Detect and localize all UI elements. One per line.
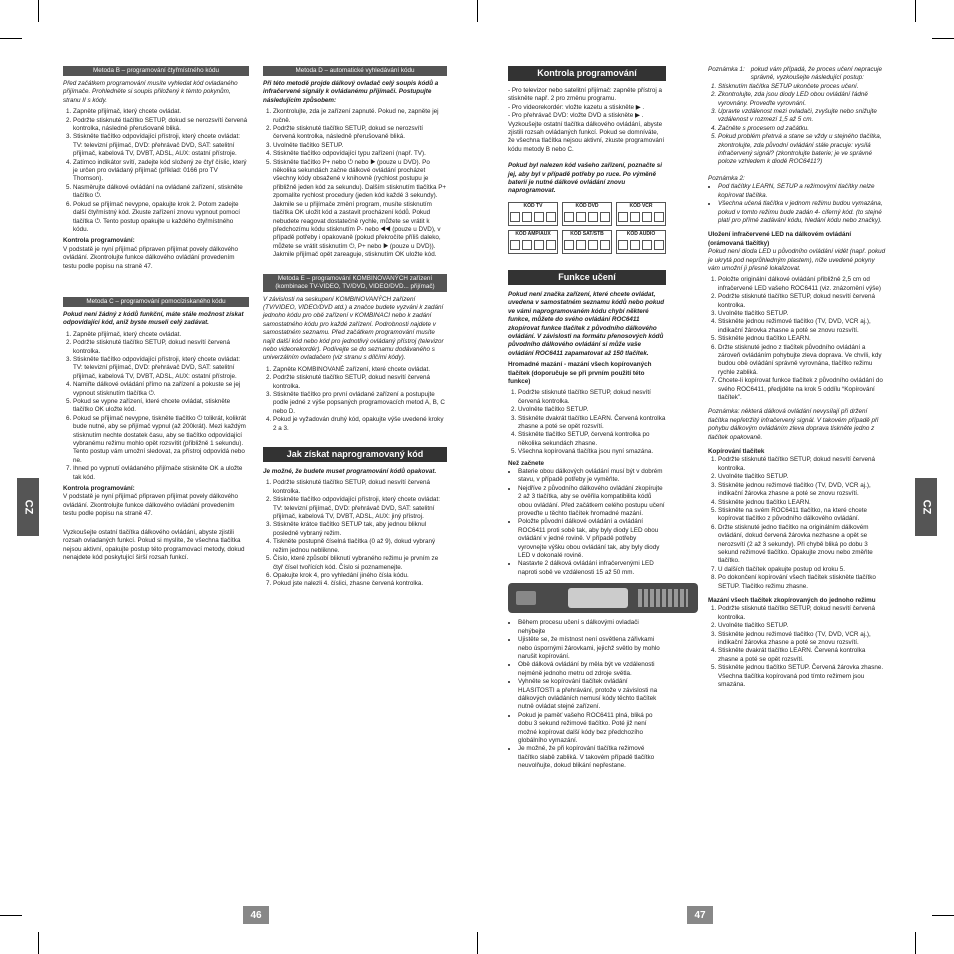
section-header-method-d: Metoda D – automatické vyhledávání kódu: [263, 66, 447, 76]
intro-get-code: Je možné, že budete muset programování kódů opakovat.: [263, 468, 437, 476]
list-item: 2. Uvolněte tlačítko SETUP.: [718, 622, 886, 630]
list-item: 1. Položte originální dálkové ovládání přibližně 2,5 cm od infračervené LED vašeho ROC6411 (viz. znázornění výše): [718, 276, 886, 293]
crop-mark: [915, 932, 916, 954]
digit-box: [600, 240, 610, 250]
note1-steps: [708, 83, 886, 167]
digit-box: [564, 212, 574, 222]
steps-method-c: [63, 331, 249, 482]
list-item: 3. Uvolněte tlačítko SETUP.: [273, 142, 447, 150]
crop-mark: [932, 915, 954, 916]
intro-method-b: Před začátkem programování musíte vyhledat kód ovladaného přijímače. Prohledněte si soupis přiložený k tėmto pokynům, stranu II s kódy.: [63, 80, 238, 104]
steps-method-e: [263, 366, 447, 433]
digit-box: [654, 240, 664, 250]
column-4: [708, 66, 886, 692]
list-item: 6. Držte stisknuté jedno tlačítko na originálním dálkovém ovládání, dokud červená žárovka nezhasne a opět se nerozsvítí (2 až 3 sekundy). Při chybě bliká po dobu 3 sekund režimové tlačítko. Opakujte znovu nebo změňte tlačítko.: [718, 524, 886, 566]
mass-delete-steps: [508, 389, 666, 456]
code-box-label: KÓD AUDIO: [626, 230, 656, 237]
note-title: Kontrola programování:: [63, 485, 135, 493]
list-item: 3. Upravte vzdálenost mezi ovladači, zvyšujte nebo snižujte vzdálenost v rozmezí 1,5 až 5 cm.: [718, 108, 886, 125]
list-item: 5. Pokud problém přetrvá a stane se vždy u stejného tlačítka, zkontrolujte, zda původní ovládání stále pracuje: vysílá infračervený signál? (zkontrolujte baterie; je ve správné poloze vzhledem k diodě ROC6411?): [718, 133, 886, 167]
list-item: 3. Stiskněte dvakrát tlačítko LEARN. Červená kontrolka zhasne a poté se opět rozsvítí.: [518, 415, 666, 432]
list-item: • Je možné, že při kopírování tlačítka režimové tlačítko slabě zabliká. V takovém případě tlačítko neuvolňujte, dokud blikání nepřestane.: [518, 745, 666, 770]
digit-box: [642, 212, 652, 222]
list-item: 4. Stiskněte dvakrát tlačítko LEARN. Červená kontrolka zhasne a poté se opět rozsvítí.: [718, 647, 886, 664]
list-item: 5. Stiskněte tlačítko P+ nebo ⏻ nebo ▶ (pouze u DVD). Po několika sekundách začne dálkové ovládání procházet všechny kódy obsažené v knihovně (rychlost postupu je přibližně jeden kód za sekundu). Dalším stisknutím tlačítka P+ zpomalíte rychlost procedury (jeden kód každé 3 sekundy). Jakmile se u přijímače změní program, musíte stisknutím tlačítka OK uložit kód a zastavit procházení kódů. Pokud nebudete reagovat dostatečně rychle, můžete se vrátit k předchozímu kódu stisknutím P- nebo ◀◀ (pouze u DVD), v případě potřeby i opakovaně (pokud překročíte příliš daleko, můžete se vrátit stisknutím ⏻, P+ nebo ▶ (pouze u DVD)). Jakmile přijímač opět zareaguje, stisknutím OK uložte kód.: [273, 159, 447, 260]
digit-box: [600, 212, 610, 222]
list-item: 6. Opakujte krok 4, pro vyhledání jiného čísla kódu.: [273, 572, 447, 580]
crop-mark: [38, 0, 39, 22]
language-tab-right: CZ: [915, 478, 937, 536]
list-item: • Vyhněte se kopírování tlačítek ovládání HLASITOSTI a přehrávání, protože v závislosti na dálkových ovládáních nemusí kódy těchto tlačítek nutně ovládat stejné zařízení.: [518, 678, 666, 712]
list-item: 5. Stiskněte jednou tlačítko SETUP. Červená žárovka zhasne. Všechna tlačítka kopírovaná pod tímto režimem jsou smazána.: [718, 664, 886, 689]
list-item: 2. Podržte stisknuté tlačítko SETUP, dokud se nerozsvítí červená kontrolka, následně přerušovaně bliká.: [273, 125, 447, 142]
list-item: 3. Stiskněte tlačítko odpovídající přístroji, který chcete ovládat: TV: televizní přijímač, DVD: přehrávač DVD, SAT: satelitní přijímač, kabelová TV, DVBT, ADSL, AUX: ostatní přístroje.: [73, 356, 249, 381]
list-item: • Pokud je paměť vašeho ROC6411 plná, bliká po dobu 3 sekund režimové tlačítko. Poté již není možné kopírovat další kódy bez předchozího globálního vymazání.: [518, 712, 666, 746]
section-header-method-c: Metoda C – programování pomocíziskaného kódu: [63, 297, 249, 307]
code-box: [616, 230, 666, 254]
code-boxes: [508, 202, 666, 254]
list-item: • Položte původní dálkové ovládání a ovládání ROC6411 proti sobě tak, aby byly diody LED obou ovládání v jedné rovině. V případě potřeby vyrovnejte výšku obou ovládání tak, aby byly diody LED v dokonalé rovině.: [518, 518, 666, 560]
list-item: 1. Zapněte přijímač, který chcete ovládat.: [73, 331, 249, 339]
text-line: - Pro videorekordér: vložte kazetu a stiskněte ▶ .: [508, 103, 645, 111]
digit-box: [630, 240, 640, 250]
led-title: Uložení infračervené LED na dálkovém ovládání (orámovaná tlačítky): [708, 231, 852, 247]
section-header-learning: Funkce učení: [508, 270, 666, 285]
note-text: V podstatě je nyní přijímač připraven přijímat povely dálkového ovládání. Zkontrolujte funkce dálkového ovládání provedením testu podle popisu na straně 47.: [63, 245, 239, 270]
list-item: 5. Stiskněte jednou tlačítko LEARN.: [718, 335, 886, 343]
note-title: Kontrola programování:: [63, 237, 135, 245]
steps-method-b: [63, 108, 249, 234]
column-1: [63, 66, 249, 565]
crop-mark: [477, 0, 478, 22]
remote-illustration: [508, 583, 698, 613]
list-item: • Všechna učená tlačítka v jednom režimu budou vymazána, pokud v tomto režimu bude zadán 4- ciferný kód. (to stejné platí pro přímé zadávání kódu, hledání kódu nebo značky).: [718, 200, 886, 225]
list-item: • Nejdříve z původního dálkového ovládání zkopírujte 2 až 3 tlačítka, aby se ověřila kompatibilita kódů obou ovládání. Před začátkem celého postupu učení proveďte u těchto tlačítek hromadné mazání.: [518, 485, 666, 519]
list-item: • Nastavte 2 dálková ovládání infračervenými LED naproti sobě ve vzdálenosti 15 až 50 mm.: [518, 560, 666, 577]
list-item: 5. Číslo, které způsobí bliknutí vybraného režimu je prvním ze čtyř čísel tvořících kód. Číslo si poznamenejte.: [273, 555, 447, 572]
remote-led: [516, 591, 536, 605]
learning-intro: Pokud není značka zařízení, které chcete ovládat, uvedena v samostatném seznamu kódů nebo pokud ve vámi naprogramovaném kódu chybí některé funkce, můžete do svého ovládání ROC6411 zkopírovat funkce tlačítek z původního dálkového ovládání. V závislosti na formátu přenosových kódů původního dálkového ovládání si může vaše ovládání ROC6411 zapamatovat až 150 tlačítek.: [508, 290, 665, 357]
list-item: 7. Chcete-li kopírovat funkce tlačítek z původního ovládání do svého ROC6411, předjděte na krok 5 oddílu “Kopírování tlačítek”.: [718, 377, 886, 402]
before-list-a: [508, 468, 666, 577]
digit-box: [642, 240, 652, 250]
list-item: 4. Začněte s procesem od začátku.: [718, 125, 886, 133]
digit-box: [546, 212, 556, 222]
code-box: [562, 202, 612, 226]
list-item: 3. Stiskněte jednou režimové tlačítko (TV, DVD, VCR aj.), indikační žárovka zhasne a poté se znovu rozsvítí.: [718, 631, 886, 648]
digit-box: [510, 240, 520, 250]
delete-title: Mazání všech tlačítek zkopírovaných do jednoho režimu: [708, 596, 876, 604]
list-item: 3. Uvolněte tlačítko SETUP.: [718, 310, 886, 318]
list-item: 3. Stiskněte tlačítko pro první ovládané zařízení a postupujte podle jedné z výše popsaných programovacích metod A, B, C nebo D.: [273, 391, 447, 416]
crop-mark: [477, 932, 478, 954]
column-3: [508, 66, 666, 774]
list-item: 2. Stiskněte tlačítko odpovídající přístroji, který chcete ovládat: TV: televizní přijímač, DVD: přehrávač DVD, SAT: satelitní přijímač, kabelová TV, DVBT, ADSL, AUX: jiný přístroj.: [273, 496, 447, 521]
note-text: V podstatě je nyní přijímač připraven přijímat povely dálkového ovládání. Zkontrolujte funkce dálkového ovládání provedením testu podle popisu na straně 47.: [63, 493, 239, 518]
list-item: 3. Stiskněte jednou režimové tlačítko (TV, DVD, VCR aj.), indikační žárovka zhasne a poté se znovu rozsvítí.: [718, 482, 886, 499]
list-item: 5. Nasměrujte dálkové ovládání na ovládané zařízení, stiskněte tlačítko ⏻.: [73, 184, 249, 201]
list-item: 2. Zkontrolujte, zda jsou diody LED obou ovládání řádně vyrovnány. Proveďte vyrovnání.: [718, 91, 886, 108]
crop-mark: [0, 38, 22, 39]
code-box-label: KÓD AMP/AUX: [515, 230, 551, 237]
crop-mark: [932, 38, 954, 39]
code-box-label: KÓD TV: [523, 202, 543, 209]
list-item: 4. Tiskněte postupně číselná tlačítka (0 až 9), dokud vybraný režim jednou nebliknne.: [273, 538, 447, 555]
note1-label: Poznámka 1:: [708, 66, 745, 73]
digit-box: [588, 240, 598, 250]
copy-title: Kopírování tlačítek: [708, 448, 765, 456]
digit-box: [630, 212, 640, 222]
before-title: Než začnete: [508, 459, 545, 467]
list-item: 2. Podržte stisknuté tlačítko SETUP, dokud nesvítí červená kontrolka.: [73, 339, 249, 356]
crop-mark: [0, 915, 22, 916]
check-note: Pokud byl nalezen kód vašeho zařízení, poznačte si jej, aby byl v případě potřeby po ruce. Po výměně baterií je nutné dálkové ovládání znovu naprogramovat.: [508, 162, 662, 195]
section-header-method-e: Metoda E – programování KOMBINOVANÝCH zařízení (kombinace TV-VIDEO, TV/DVD, VIDEO/DVD... přijímač): [263, 274, 447, 292]
list-item: 3. Stiskněte krátce tlačítko SETUP tak, aby jednou bliknul posledně vybraný režim.: [273, 521, 447, 538]
intro-method-c: Pokud není žádný z kódů funkční, máte stále možnost získat odpovídající kód, aniž byste museli celý zadávat.: [63, 310, 244, 327]
list-item: 8. Po dokončení kopírování všech tlačítek stiskněte tlačítko SETUP. Tlačítko režimu zhasne.: [718, 574, 886, 591]
language-tab-left: CZ: [17, 478, 39, 536]
code-box-label: KÓD SAT/STB: [570, 230, 604, 237]
code-box-label: KÓD VCR: [629, 202, 653, 209]
list-item: 1. Zapněte přijímač, který chcete ovládat.: [73, 108, 249, 116]
page-number-right: 47: [687, 906, 713, 924]
list-item: 4. Stiskněte tlačítko SETUP, červená kontrolka po několika sekundách zhasne.: [518, 431, 666, 448]
digit-box: [522, 240, 532, 250]
list-item: 7. U dalších tlačítek opakujte postup od kroku 5.: [718, 566, 886, 574]
list-item: • Pod tlačítky LEARN, SETUP a režimovými tlačítky nelze kopírovat tlačítka.: [718, 183, 886, 200]
code-box: [562, 230, 612, 254]
list-item: 1. Podržte stisknuté tlačítko SETUP, dokud nesvítí červená kontrolka.: [718, 605, 886, 622]
code-box: [616, 202, 666, 226]
list-item: • Ujistěte se, že místnost není osvětlena zářivkami nebo úspornými žárovkami, jejichž světlo by mohlo narušit kopírování.: [518, 636, 666, 661]
section-header-method-b: Metoda B – programování čtyřmístného kódu: [63, 66, 249, 76]
digit-box: [564, 240, 574, 250]
digit-box: [576, 240, 586, 250]
list-item: 2. Uvolněte tlačítko SETUP.: [718, 473, 886, 481]
list-item: 4. Namiřte dálkové ovládání přímo na zařízení a pokuste se jej vypnout stisknutím tlačítka ⏻.: [73, 381, 249, 398]
text-line: - Pro přehrávač DVD: vložte DVD a stiskněte ▶ .: [508, 112, 644, 120]
list-item: 1. Stisknutím tlačítka SETUP ukončete proces učení.: [718, 83, 886, 91]
list-item: 6. Držte stisknuté jedno z tlačítek původního ovládání a zároveň ovládáním pohybujte zleva doprava. Ve chvíli, kdy budou obě ovládání správně vyrovnána, tlačítko režimu rychle zabliká.: [718, 344, 886, 378]
remote-buttons: [638, 589, 688, 607]
digit-box: [654, 212, 664, 222]
list-item: 6. Pokud se přijímač nevypne, tiskněte tlačítko ⏻ tolikrát, kolikrát bude nutné, aby se přijímač vypnul (až 200krát). Mezi každým stisknutím nechte dostatek času, aby se tlačítko odpovídající vybranému režimu mohlo opět rozsvítit (přibližně 1 sekundu). Tento postup vám umožní sledovat, za přístroj odpovídá nebo ne.: [73, 415, 249, 465]
list-item: 5. Pokud se vypne zařízení, které chcete ovládat, stiskněte tlačítko OK uložte kód.: [73, 398, 249, 415]
led-note: Poznámka: některá dálková ovládání nevysílají při držení tlačítka nepřetržitý infračervený signál. V takovém případě při pohybu dálkovým ovládáním zleva doprava tiskněte jedno z tlačítek opakovaně.: [708, 408, 879, 441]
list-item: • Baterie obou dálkových ovládání musí být v dobrém stavu, v případě potřeby je vyměňte.: [518, 468, 666, 485]
list-item: 2. Uvolněte tlačítko SETUP.: [518, 406, 666, 414]
intro-method-d: Při této metodě projde dálkový ovladač celý soupis kódů a infračervené signály k ovládanému přijímači. Postupujte následujícím způsobem:: [263, 80, 439, 104]
text-line: - Pro televizor nebo satelitní přijímač: zapněte přístroj a stiskněte např. 2 pro změnu programu.: [508, 87, 662, 103]
list-item: 3. Stiskněte tlačítko odpovídající přístroji, který chcete ovládat: TV: televizní přijímač, DVD: přehrávač DVD, SAT: satelitní přijímač, kabelová TV, DVBT, ADSL, AUX: ostatní přístroje.: [73, 133, 249, 158]
digit-box: [576, 212, 586, 222]
digit-box: [534, 212, 544, 222]
list-item: 5. Všechna kopírovaná tlačítka jsou nyní smazána.: [518, 448, 666, 456]
crop-mark: [38, 932, 39, 954]
digit-box: [510, 212, 520, 222]
list-item: 4. Stiskněte jednou tlačítko LEARN.: [718, 499, 886, 507]
list-item: 4. Zatímco indikátor svítí, zadejte kód složený ze čtyř číslic, který je určen pro ovládaný přijímač (příklad: 0166 pro TV Thomson).: [73, 159, 249, 184]
list-item: 4. Stiskněte tlačítko odpovídající typu zařízení (např. TV).: [273, 150, 447, 158]
list-item: 1. Zkontrolujte, zda je zařízení zapnuté. Pokud ne, zapněte jej ručně.: [273, 108, 447, 125]
list-item: 2. Podržte stisknuté tlačítko SETUP, dokud nesvítí červená kontrolka.: [273, 374, 447, 391]
list-item: 1. Zapněte KOMBINOVANÉ zařízení, které chcete ovládat.: [273, 366, 447, 374]
section-header-get-code: Jak získat naprogramovaný kód: [263, 447, 447, 462]
list-item: • Během procesu učení s dálkovými ovladači nehýbejte: [518, 619, 666, 636]
digit-box: [618, 240, 628, 250]
copy-steps: [708, 456, 886, 591]
check-lines: [508, 87, 666, 121]
steps-get-code: [263, 479, 447, 588]
note2-label: Poznámka 2:: [708, 174, 745, 182]
list-item: 4. Pokud je vyžadován druhý kód, opakujte výše uvedené kroky 2 a 3.: [273, 416, 447, 433]
page-number-left: 46: [243, 906, 269, 924]
check-text: Vyzkoušejte ostatní tlačítka dálkového ovládání, abyste zjistili rozsah ovládaných funkcí. Pokud se domníváte, že všechna tlačítka nejsou aktivní, zkuste programování kódu metody B nebo C.: [508, 120, 665, 153]
digit-box: [618, 212, 628, 222]
digit-box: [522, 212, 532, 222]
section-header-check: Kontrola programování: [508, 66, 666, 81]
list-item: 1. Podržte stisknuté tlačítko SETUP, dokud nesvítí červená kontrolka.: [518, 389, 666, 406]
list-item: 1. Podržte stisknuté tlačítko SETUP, dokud nesvítí červená kontrolka.: [718, 456, 886, 473]
crop-mark: [915, 0, 916, 22]
steps-method-d: [263, 108, 447, 259]
list-item: 1. Podržte stisknuté tlačítko SETUP, dokud nesvítí červená kontrolka.: [273, 479, 447, 496]
list-item: 7. Pokud jste nalezli 4. číslici, zhasne červená kontrolka.: [273, 580, 447, 588]
code-box: [508, 230, 558, 254]
note2-items: [708, 183, 886, 225]
tail-text: Vyzkoušejte ostatní tlačítka dálkového ovládání, abyste zjistili rozsah ovladaných funkcí. Pokud si myslíte, že všechna tlačítka nejsou aktivní, opakujte postup této programovací metody, dokud nenajdete kód poskytující širší rozsah funkcí.: [63, 528, 245, 561]
list-item: 7. Ihned po vypnutí ovládaného přijímače stiskněte OK a uložte tak kód.: [73, 465, 249, 482]
digit-box: [534, 240, 544, 250]
intro-method-e: V závislosti na seskupení KOMBINOVANÝCH zařízení (TV/VIDEO, VIDEO/DVD atd.) a značce budete vyzváni k zadání jednoho kódu pro obě zařízení v KOMBINACI nebo k zadání samostatného kódu pro každé zařízení. Podrobnosti najdete v samostatném seznamu. Před začátkem programování musíte najít další kód nebo kód pro jednotlivý ovládaný přístroj (televizor nebo videorekordér). Podívejte se do seznamu dodávaného s univerzálním ovladačem (viz stranu s dílčími kódy).: [263, 295, 444, 362]
before-list-b: [508, 619, 666, 770]
list-item: 2. Podržte stisknuté tlačítko SETUP, dokud se nerozsvítí červená kontrolka, následně přerušovaně bliká.: [73, 117, 249, 134]
led-steps: [708, 276, 886, 402]
list-item: • Obě dálková ovládání by měla být ve vzdálenosti nejméně jednoho metru od zdroje světla.: [518, 661, 666, 678]
led-text: Pokud není dioda LED u původního ovládání vidět (např. pokud je ukrytá pod neprůhledným plastem), níže uvedené pokyny vám umožní ji přesně lokalizovat.: [708, 248, 886, 272]
list-item: 4. Stiskněte jednou režimové tlačítko (TV, DVD, VCR aj.), indikační žárovka zhasne a poté se znovu rozsvítí.: [718, 318, 886, 335]
digit-box: [588, 212, 598, 222]
note1-text: pokud vám případá, že proces učení nepracuje správně, vyzkoušejte následující postup:: [750, 66, 883, 82]
code-box: [508, 202, 558, 226]
code-box-label: KÓD DVD: [575, 202, 599, 209]
remote-pad: [568, 588, 628, 608]
mass-delete-title: Hromadné mazání - mazání všech kopírovaných tlačítek (doporučuje se při prvním použití této funkce): [508, 361, 652, 385]
delete-steps: [708, 605, 886, 689]
digit-box: [546, 240, 556, 250]
list-item: 2. Podržte stisknuté tlačítko SETUP, dokud nesvítí červená kontrolka.: [718, 293, 886, 310]
list-item: 6. Pokud se přijímač nevypne, opakujte krok 2. Potom zadejte další čtyřmístný kód. Zkuste zařízení znovu vypnout pomocí tlačítka ⏻. Tento postup opakujte u každého čtyřmístného kódu.: [73, 201, 249, 235]
column-2: [263, 66, 447, 592]
list-item: 5. Stiskněte na svém ROC6411 tlačítko, na které chcete kopírovat tlačítko z původního dálkového ovládání.: [718, 507, 886, 524]
